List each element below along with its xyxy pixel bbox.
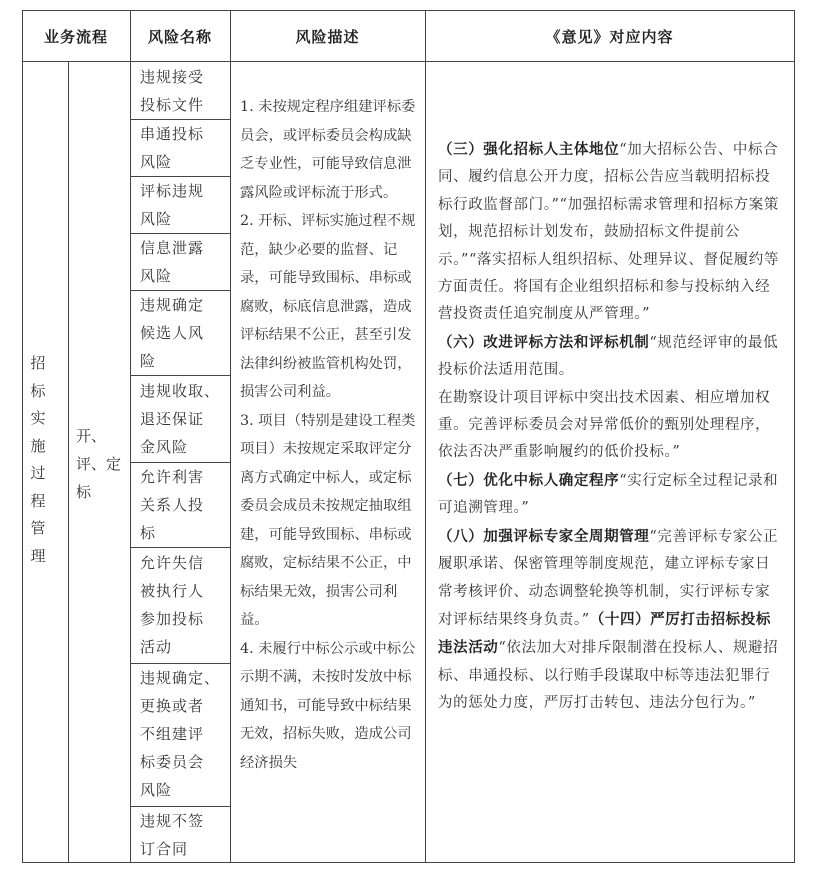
process-level1-char: 管: [30, 519, 46, 537]
risk-line: 标委员会: [140, 753, 205, 771]
risk-row-separator: [130, 547, 230, 548]
risk-cell: [140, 177, 228, 233]
risk-line: 退还保证: [140, 410, 205, 428]
risk-line: 候选人风: [140, 324, 205, 342]
risk-line: 允许失信: [140, 554, 205, 572]
opinion-section: [438, 523, 784, 718]
risk-description-item: 3. 项目（特别是建设工程类项目）未按规定采取评定分离方式确定中标人，或定标委员会成员未按规定抽取组建，可能导致围标、串标或腐败，定标结果不公正，中标结果无效，损害公司利益。: [240, 412, 416, 628]
opinion-section-title: （十四）严厉打击招标投标违法活动: [438, 610, 771, 657]
risk-line: 风险: [140, 210, 173, 228]
risk-cell: [140, 291, 228, 375]
risk-cell: [140, 549, 228, 661]
risk-line: 订合同: [140, 840, 189, 858]
table-bottom-border: [22, 862, 794, 863]
risk-line: 投标文件: [140, 96, 205, 114]
risk-description-cell: [240, 93, 422, 777]
process-level2-line: 标: [76, 483, 92, 501]
risk-line: 更换或者: [140, 697, 205, 715]
risk-cell: [140, 63, 228, 119]
process-level2-line: 评、定: [76, 455, 122, 473]
risk-description-item: 1. 未按规定程序组建评标委员会，或评标委员会构成缺乏专业性，可能导致信息泄露风险或评标流于形式。: [240, 99, 416, 201]
opinion-section: [438, 136, 784, 329]
risk-line: 违规不签: [140, 812, 205, 830]
risk-description-item: 2. 开标、评标实施过程不规范，缺少必要的监督、记录，可能导致围标、串标或腐败，标底信息泄露，造成评标结果不公正，甚至引发法律纠纷被监管机构处罚，损害公司利益。: [240, 213, 416, 400]
opinion-section-text: “实行定标全过程记录和可追溯管理。”: [438, 472, 779, 517]
opinion-section-text: “规范经评审的最低投标价法适用范围。: [438, 334, 779, 379]
risk-line: 串通投标: [140, 125, 205, 143]
risk-cell: [140, 807, 228, 863]
risk-line: 关系人投: [140, 496, 205, 514]
table-right-border: [794, 10, 795, 863]
opinion-section-title: （七）优化中标人确定程序: [438, 471, 620, 489]
risk-line: 评标违规: [140, 182, 205, 200]
process-level1-char: 程: [30, 491, 46, 510]
opinion-section-title: （三）强化招标人主体地位: [438, 141, 620, 158]
process-level1-char: 实: [30, 409, 46, 427]
risk-line: 信息泄露: [140, 239, 205, 257]
desc-left-border: [230, 10, 231, 863]
header-bottom-border: [22, 61, 794, 62]
opinion-section-continuation: 在勘察设计项目评标中突出技术因素、相应增加权重。完善评标委员会对异常低价的甄别处理程序，依法否决严重影响履约的低价投标。”: [438, 389, 771, 461]
process-level1: [28, 350, 48, 570]
process-level1-char: 招: [30, 354, 46, 372]
header-opinion-content: 《意见》对应内容: [545, 27, 674, 46]
process-divider: [68, 61, 69, 863]
header-risk-name: 风险名称: [147, 27, 212, 46]
opinion-section-text: “完善评标专家公正履职承诺、保密管理等制度规范，建立评标专家日常考核评价、动态调整轮换等机制，实行评标专家对评标结果终身负责。”: [438, 528, 779, 628]
risk-line: 风险: [140, 267, 173, 285]
risk-line: 金风险: [140, 438, 189, 456]
opinion-section-text: “依法加大对排斥限制潜在投标人、规避招标、串通投标、以行贿手段谋取中标等违法犯罪行为的惩处力度，严厉打击转包、违法分包行为。”: [438, 640, 779, 712]
risk-line: 风险: [140, 781, 173, 799]
process-level1-char: 过: [30, 464, 46, 482]
table-left-border: [22, 10, 23, 863]
risk-line: 允许利害: [140, 468, 205, 486]
opinion-section: [438, 467, 784, 523]
opinion-content-cell: [438, 136, 784, 718]
process-level1-char: 施: [30, 436, 46, 455]
opinion-section-text: “加大招标公告、中标合同、履约信息公开力度，招标公告应当载明招标投标行政监督部门。”“加强招标需求管理和招标方案策划，规范招标计划发布，鼓励招标文件提前公示。”“落实招标人组织招标、处理异议、督促履约等方面责任。将国有企业组织招标和参与投标纳入经营投资责任追究制度从严管理。”: [438, 142, 779, 323]
risk-line: 违规接受: [140, 68, 205, 86]
opinion-section: [438, 329, 784, 385]
opinion-section-title: （八）加强评标专家全周期管理: [438, 527, 650, 545]
risk-cell: [140, 120, 228, 176]
risk-cell: [140, 664, 228, 804]
risk-row-separator: [130, 375, 230, 376]
header-process: 业务流程: [43, 27, 108, 46]
risk-line: 不组建评: [140, 725, 205, 743]
process-level2: [76, 422, 131, 506]
risk-line: 标: [140, 524, 157, 542]
opinion-left-border: [425, 10, 426, 863]
risk-line: 违规确定: [140, 296, 205, 314]
header-risk-description: 风险描述: [295, 27, 360, 46]
risk-cell: [140, 377, 228, 461]
process-level1-char: 标: [30, 381, 46, 400]
risk-cell: [140, 463, 228, 547]
process-level1-char: 理: [30, 546, 46, 565]
risk-line: 违规确定、: [140, 669, 221, 687]
process-level2-line: 开、: [76, 427, 107, 445]
risk-description-item: 4. 未履行中标公示或中标公示期不满，未按时发放中标通知书，可能导致中标结果无效，招标失败，造成公司经济损失: [240, 640, 416, 771]
risk-cell: [140, 234, 228, 290]
risk-line: 被执行人: [140, 582, 205, 600]
risk-line: 风险: [140, 153, 173, 171]
risk-line: 险: [140, 352, 157, 370]
risk-line: 参加投标: [140, 610, 205, 628]
risk-line: 违规收取、: [140, 382, 221, 400]
risk-line: 活动: [140, 638, 173, 656]
opinion-section-title: （六）改进评标方法和评标机制: [438, 333, 650, 351]
